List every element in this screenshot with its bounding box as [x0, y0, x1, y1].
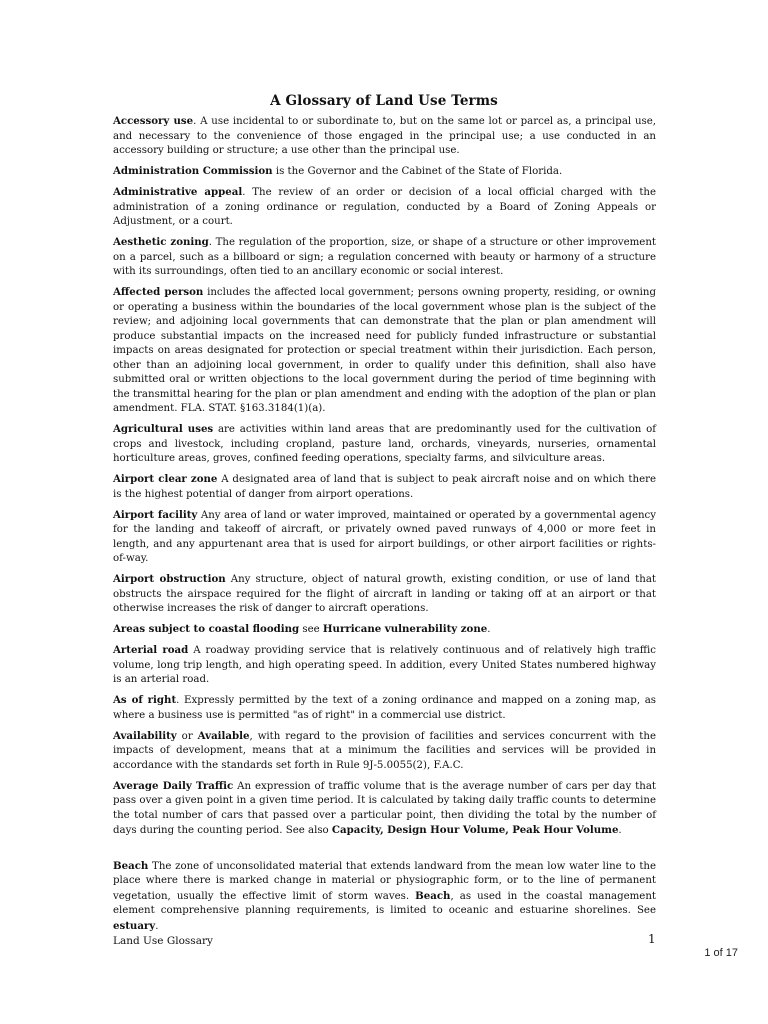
glossary-entry — [113, 114, 656, 159]
glossary-term: As of right — [113, 694, 177, 706]
glossary-definition-text: Any area of land or water improved, maintained or operated by a governmental agency for the landing and takeoff of aircraft, or privately owned paved runways of 4,000 or more feet in length, and any appurtenant area that is used for airport buildings, or other airport facilities or rights-of-way. — [113, 509, 656, 564]
glossary-term: Airport clear zone — [113, 473, 218, 485]
glossary-definition-text: . A use incidental to or subordinate to, but on the same lot or parcel as, a principal use, and necessary to the convenience of those engaged in the principal use; a use conducted in an accessory building or structure; a use other than the principal use. — [113, 116, 657, 156]
glossary-entry — [113, 422, 656, 467]
glossary-definition-text: or — [176, 730, 198, 742]
glossary-definition-text: includes the affected local government; persons owning property, residing, or owning or operating a business within the boundaries of the local government whose plan is the subject of the review; and adjoining local governments that can demonstrate that the plan or plan amendment will produce substantial impacts on the increased need for publicly funded infrastructure or substantial impacts on areas designated for protection or special treatment within their jurisdiction. Each person, other than an adjoining local government, in order to qualify under this definition, shall also have submitted oral or written objections to the local government during the period of time beginning with the transmittal hearing for the plan or plan amendment and ending with the adoption of the plan or plan amendment. FLA. STAT. §163.3184(1)(a). — [113, 287, 656, 414]
glossary-term: Aesthetic zoning — [113, 236, 209, 248]
glossary-definition-text: , as used in the coastal management element comprehensive planning requirements, is limited to oceanic and estuarine shorelines. See — [113, 890, 656, 916]
glossary-term: Affected person — [113, 286, 204, 298]
footer-page-number: 1 — [648, 932, 656, 946]
glossary-entry — [113, 508, 656, 567]
glossary-definition-text: . — [155, 920, 159, 932]
glossary-term: Capacity, Design Hour Volume, Peak Hour Volume — [331, 824, 619, 836]
glossary-definition-text: . Expressly permitted by the text of a zoning ordinance and mapped on a zoning map, as where a business use is permitted "as of right" in a commercial use district. — [113, 695, 656, 721]
glossary-entry — [113, 859, 656, 935]
glossary-definition-text: . — [618, 825, 622, 836]
glossary-definition-text: A roadway providing service that is relatively continuous and of relatively high traffic volume, long trip length, and high operating speed. In addition, every United States numbered highway is an arterial road. — [113, 645, 656, 685]
glossary-term: Administrative appeal — [113, 186, 243, 198]
glossary-term: Accessory use — [113, 115, 194, 127]
glossary-term: Beach — [415, 889, 451, 902]
glossary-term: Airport obstruction — [113, 573, 226, 585]
glossary-entry — [113, 572, 656, 617]
glossary-entry — [113, 235, 656, 280]
glossary-definition-text: A designated area of land that is subject to peak aircraft noise and on which there is the highest potential of danger from airport operations. — [113, 474, 657, 500]
glossary-definition-text: . The review of an order or decision of a local official charged with the administration of a zoning ordinance or regulation, conducted by a Board of Zoning Appeals or Adjustment, or a court. — [113, 187, 657, 227]
glossary-term: estuary — [113, 919, 156, 932]
glossary-term: Administration Commission — [113, 165, 273, 177]
glossary-definition-text: , with regard to the provision of facilities and services concurrent with the impacts of development, means that at a minimum the facilities and services will be provided in accordance with the standards set forth in Rule 9J-5.0055(2), F.A.C. — [113, 730, 656, 771]
glossary-entry — [113, 285, 656, 417]
glossary-entries — [113, 114, 656, 940]
glossary-entry — [113, 472, 656, 502]
glossary-term: Areas subject to coastal flooding — [113, 623, 300, 635]
glossary-entry — [113, 622, 656, 638]
glossary-term: Hurricane vulnerability zone — [322, 623, 488, 635]
document-title: A Glossary of Land Use Terms — [270, 93, 498, 109]
glossary-definition-text: An expression of traffic volume that is the average number of cars per day that pass over a given point in a given time period. It is calculated by taking daily traffic counts to determine the total number of cars that passed over a particular point, then dividing the total by the number of days during the counting period. See also — [113, 780, 656, 836]
glossary-term: Arterial road — [113, 644, 189, 656]
glossary-entry — [113, 643, 656, 688]
glossary-entry — [113, 185, 656, 230]
glossary-term: Airport facility — [113, 508, 198, 521]
footer-label: Land Use Glossary — [113, 935, 213, 947]
glossary-definition-text: is the Governor and the Cabinet of the State of Florida. — [272, 166, 563, 177]
glossary-entry — [113, 779, 656, 839]
glossary-term: Average Daily Traffic — [113, 779, 234, 792]
glossary-term: Agricultural uses — [113, 423, 214, 435]
glossary-definition-text: . The regulation of the proportion, size, or shape of a structure or other improvement on a parcel, such as a billboard or sign; a regulation concerned with beauty or harmony of a structure with its surroundings, often tied to an ancillary economic or social interest. — [113, 237, 656, 277]
glossary-entry — [113, 693, 656, 723]
page-count-indicator: 1 of 17 — [704, 947, 738, 959]
glossary-definition-text: see — [299, 624, 323, 635]
glossary-definition-text: The zone of unconsolidated material that extends landward from the mean low water line to the place where there is marked change in material or physiographic form, or to the line of permanent vegetation, usually the effective limit of storm waves. — [113, 860, 656, 902]
glossary-term: Available — [197, 729, 250, 742]
glossary-term: Availability — [113, 729, 177, 742]
glossary-term: Beach — [113, 859, 149, 872]
glossary-definition-text: Any structure, object of natural growth, existing condition, or use of land that obstructs the airspace required for the flight of aircraft in landing or taking off at an airport or that otherwise increases the risk of danger to aircraft operations. — [113, 574, 657, 614]
glossary-definition-text: are activities within land areas that are predominantly used for the cultivation of crops and livestock, including cropland, pasture land, orchards, vineyards, nurseries, ornamental horticulture areas, groves, confined feeding operations, specialty farms, and silviculture areas. — [113, 424, 656, 464]
glossary-entry — [113, 164, 656, 180]
glossary-definition-text: . — [487, 624, 491, 635]
glossary-entry — [113, 729, 656, 774]
